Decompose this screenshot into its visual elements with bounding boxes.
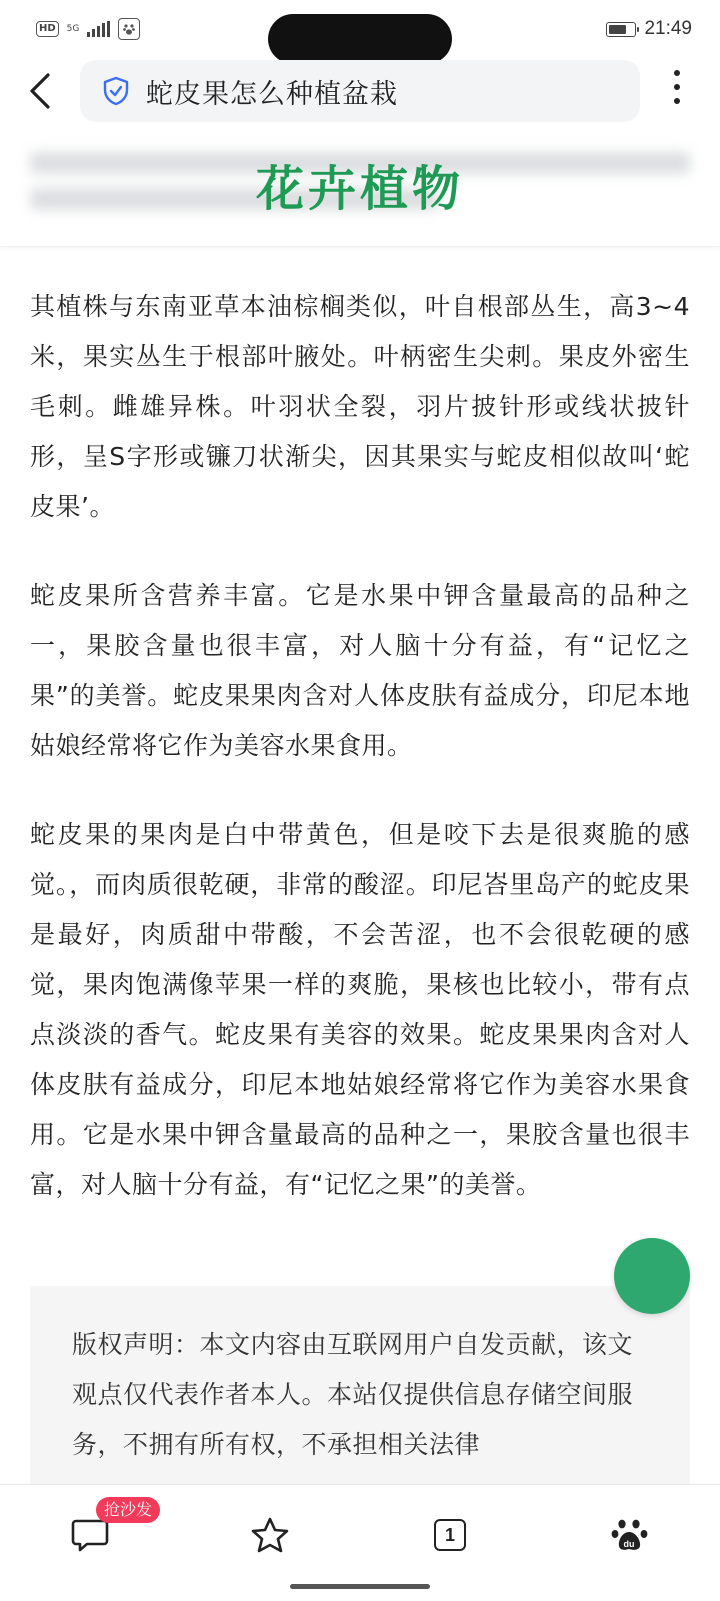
tabs-button[interactable] [420,1505,480,1565]
baidu-app-icon [118,18,140,40]
star-icon [250,1516,290,1554]
favorite-button[interactable] [240,1505,300,1565]
article-paragraph: 蛇皮果的果肉是白中带黄色，但是咬下去是很爽脆的感觉。，而肉质很乾硬，非常的酸涩。印尼峇里岛产的蛇皮果是最好，肉质甜中带酸，不会苦涩，也不会很乾硬的感觉，果肉饱满像苹果一样的爽脆，果核也比较小，带有点点淡淡的香气。蛇皮果有美容的效果。蛇皮果果肉含对人体皮肤有益成分，印尼本地姑娘经常将它作为美容水果食用。它是水果中钾含量最高的品种之一，果胶含量也很丰富，对人脑十分有益，有“记忆之果”的美誉。 [30,820,690,1199]
clock: 21:49 [644,18,692,39]
status-right [606,18,692,40]
banner-title: 花卉植物 [255,161,464,217]
back-arrow-icon [28,71,52,111]
network-indicator [67,25,80,34]
copyright-text: 版权声明：本文内容由互联网用户自发贡献，该文观点仅代表作者本人。本站仅提供信息存储空间服务，不拥有所有权，不承担相关法律 [72,1330,634,1459]
more-button[interactable] [662,70,692,114]
home-indicator[interactable] [290,1584,430,1589]
article-paragraph: 其植株与东南亚草本油棕榈类似，叶自根部丛生，高3~4米，果实丛生于根部叶腋处。叶柄密生尖刺。果皮外密生毛刺。雌雄异株。叶羽状全裂，羽片披针形或线状披针形，呈S字形或镰刀状渐尖，因其果实与蛇皮相似故叫‘蛇皮果’。 [30,292,690,521]
floating-action-button[interactable] [614,1238,690,1314]
tabs-icon [434,1519,466,1551]
comment-icon [71,1517,109,1553]
tab-count: 1 [444,1524,455,1545]
article-body [30,282,690,1249]
battery-icon [606,22,636,37]
search-query: 蛇皮果怎么种植盆栽 [146,78,398,110]
network-type: 5G [66,23,80,34]
back-button[interactable] [22,68,58,114]
baidu-home-button[interactable] [600,1505,660,1565]
more-vertical-icon [674,70,680,104]
article-paragraph: 蛇皮果所含营养丰富。它是水果中钾含量最高的品种之一，果胶含量也很丰富，对人脑十分有益，有“记忆之果”的美誉。蛇皮果果肉含对人体皮肤有益成分，印尼本地姑娘经常将它作为美容水果食用。 [30,581,690,760]
camera-cutout [268,14,452,64]
shield-check-icon [102,76,130,106]
hd-indicator: HD [36,21,59,37]
status-left [36,18,140,40]
site-banner [0,130,720,247]
signal-icon [87,21,110,37]
svg-text:du: du [623,1539,635,1549]
status-bar [0,0,720,60]
copyright-notice [30,1286,690,1486]
battery-level [609,25,626,34]
baidu-paw-icon [610,1515,650,1555]
comment-badge: 抢沙发 [96,1497,160,1523]
search-bar[interactable] [80,60,640,122]
